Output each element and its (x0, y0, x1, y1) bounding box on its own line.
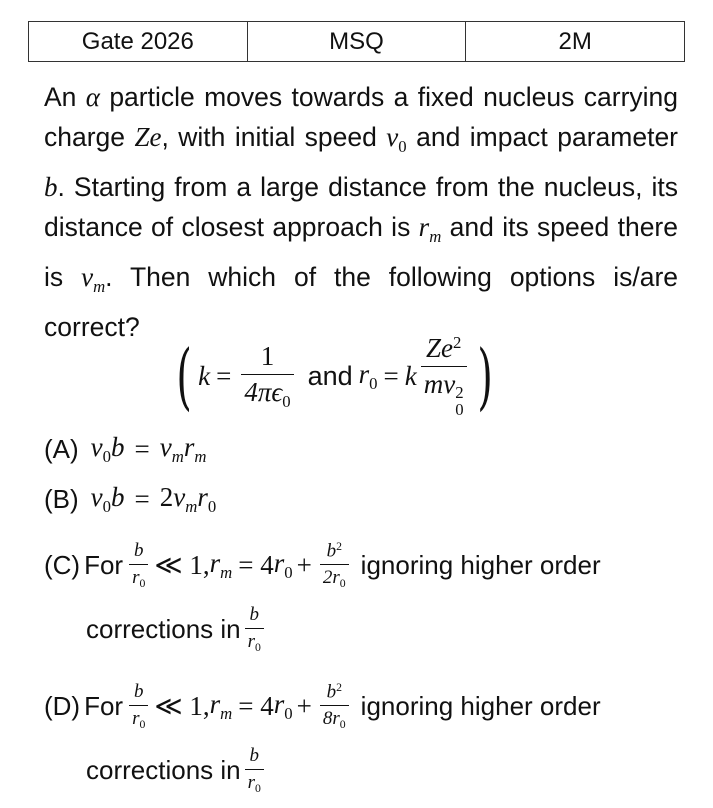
header-table (28, 21, 685, 62)
left-paren: ( (176, 334, 192, 418)
option-b[interactable]: (B) $v_0b$ = $2v_mr_0$ (44, 482, 217, 516)
alpha-symbol: α (85, 82, 100, 112)
option-d-continuation: corrections in $\frac{b}{r_0}$ (86, 745, 268, 796)
option-c-continuation: corrections in $\frac{b}{r_0}$ (86, 604, 268, 655)
option-a[interactable]: (A) $v_0b$ = $v_mr_m$ (44, 432, 207, 466)
k-fraction: $\frac{1}{4\pi\epsilon_0}$ (241, 341, 293, 412)
r0-fraction: Ze$^2$ mv 2 0 (421, 333, 467, 419)
definition-equation: ( k = $\frac{1}{4\pi\epsilon_0}$ and $r_0$ = k Ze$^2$ mv 2 0 ) (176, 333, 493, 420)
right-paren: ) (476, 334, 493, 418)
option-d[interactable]: (D) For $\frac{b}{r_0}$ ≪ 1, $r_m$ = 4 $r_0$ + $\frac{b^2}{8r_0}$ ignoring higher order (44, 681, 601, 732)
option-c[interactable]: (C) For $\frac{b}{r_0}$ ≪ 1, $r_m$ = 4 $r_0$ + $\frac{b^2}{2r_0}$ ignoring higher order (44, 540, 601, 591)
exam-cell: Gate 2026 (29, 22, 248, 61)
marks-cell: 2M (558, 27, 592, 55)
question-type-cell: MSQ (248, 22, 467, 61)
question-text: An α particle moves towards a fixed nucleus carrying charge Ze, with initial speed $v_0$ and impact parameter b. Starting from a large distance from the nucleus, its distance of closest approach is $r_m$ and its speed there is $v_m$. Then which of the following options is/are correct? (44, 82, 679, 342)
